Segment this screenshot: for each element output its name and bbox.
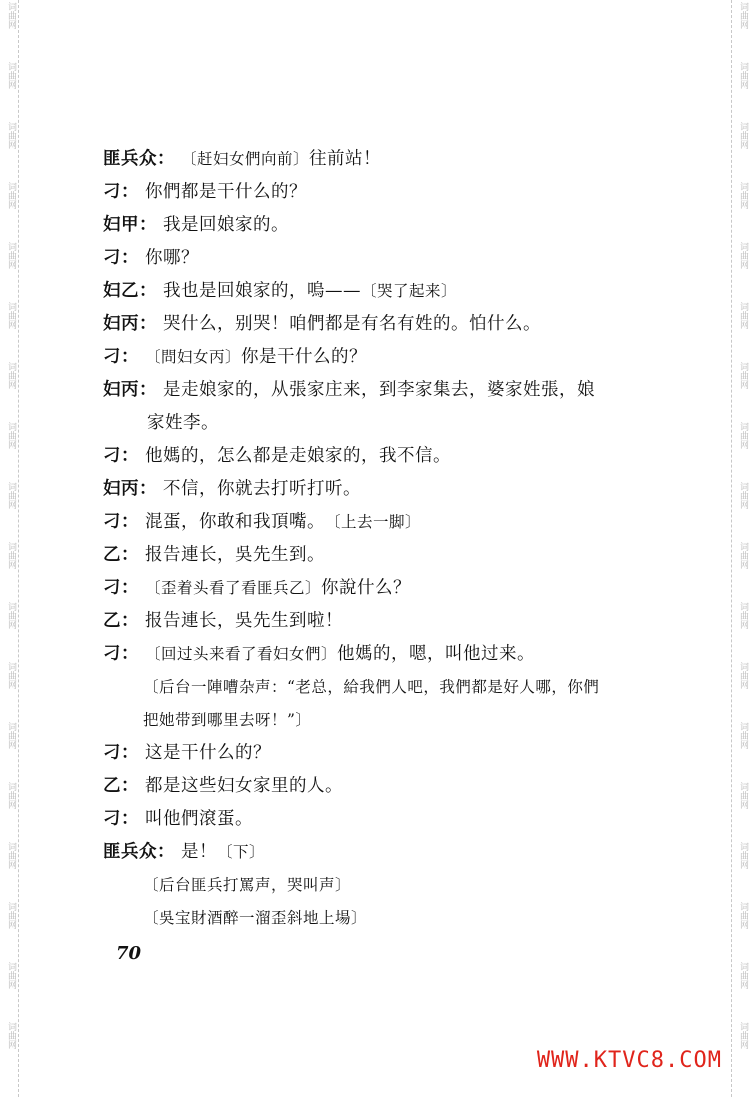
watermark-text: 词曲网	[738, 842, 748, 869]
watermark-text: 词曲网	[6, 242, 16, 269]
speaker-colon: ：	[121, 776, 139, 796]
dialogue-line	[103, 539, 643, 572]
speaker-colon: ：	[139, 479, 157, 499]
site-url-watermark: WWW.KTVC8.COM	[536, 1048, 722, 1073]
speaker-name: 刁	[103, 578, 121, 598]
speech-text: 这是干什么的？	[145, 743, 271, 763]
watermark-text: 词曲网	[738, 722, 748, 749]
speaker-colon: ：	[121, 545, 139, 565]
right-margin-watermarks	[731, 0, 750, 1097]
watermark-text: 词曲网	[6, 362, 16, 389]
stage-direction-inline: 〔下〕	[217, 843, 266, 861]
speech-text: 混蛋，你敢和我頂嘴。	[145, 512, 325, 532]
watermark-text: 词曲网	[6, 722, 16, 749]
speaker-colon: ：	[121, 578, 139, 598]
speaker-colon: ：	[121, 644, 139, 664]
speech-text: 报告連长，吳先生到啦！	[145, 611, 343, 631]
watermark-text: 词曲网	[738, 122, 748, 149]
watermark-text: 词曲网	[738, 482, 748, 509]
speaker-colon: ：	[121, 347, 139, 367]
watermark-text: 词曲网	[738, 62, 748, 89]
speaker-colon: ：	[157, 149, 175, 169]
speaker-name: 刁	[103, 248, 121, 268]
speaker-colon: ：	[121, 611, 139, 631]
watermark-text: 词曲网	[6, 302, 16, 329]
left-margin-watermarks	[0, 0, 19, 1097]
dialogue-line	[103, 473, 643, 506]
watermark-text: 词曲网	[6, 842, 16, 869]
script-body	[103, 143, 643, 935]
speech-text: 报告連长，吳先生到。	[145, 545, 325, 565]
speech-text: 家姓李。	[147, 413, 219, 433]
watermark-text: 词曲网	[6, 782, 16, 809]
dialogue-line	[103, 440, 643, 473]
speaker-name: 匪兵众	[103, 149, 157, 169]
watermark-text: 词曲网	[738, 362, 748, 389]
speaker-name: 妇丙	[103, 314, 139, 334]
speech-text: 你哪？	[145, 248, 199, 268]
dialogue-line	[103, 836, 643, 869]
watermark-text: 词曲网	[738, 902, 748, 929]
watermark-text: 词曲网	[738, 602, 748, 629]
speech-text: 叫他們滾蛋。	[145, 809, 253, 829]
watermark-text: 词曲网	[6, 182, 16, 209]
watermark-text: 词曲网	[6, 482, 16, 509]
stage-direction	[103, 671, 643, 704]
speaker-name: 妇乙	[103, 281, 139, 301]
dialogue-line	[103, 176, 643, 209]
watermark-text: 词曲网	[6, 662, 16, 689]
speech-text: 你說什么？	[321, 578, 412, 598]
speech-text: 往前站！	[309, 149, 382, 169]
watermark-text: 词曲网	[738, 422, 748, 449]
speaker-colon: ：	[139, 215, 157, 235]
watermark-text: 词曲网	[6, 902, 16, 929]
page-number: 70	[116, 943, 142, 964]
speaker-colon: ：	[139, 380, 157, 400]
dialogue-line	[103, 275, 643, 308]
watermark-text: 词曲网	[6, 422, 16, 449]
dialogue-line	[103, 638, 643, 671]
speaker-colon: ：	[139, 281, 157, 301]
speaker-colon: ：	[121, 182, 139, 202]
watermark-text: 词曲网	[738, 182, 748, 209]
speaker-name: 妇丙	[103, 479, 139, 499]
dialogue-line	[103, 737, 643, 770]
speech-text: 我也是回娘家的，嗚——	[163, 281, 361, 301]
stage-direction-inline: 〔回过头来看了看妇女們〕	[145, 645, 338, 663]
watermark-text: 词曲网	[6, 2, 16, 29]
stage-direction	[103, 902, 643, 935]
dialogue-line	[103, 572, 643, 605]
stage-direction-text: 〔后台一陣嘈杂声：“老总，給我們人吧，我們都是好人哪，你們	[143, 678, 600, 696]
speaker-name: 乙	[103, 545, 121, 565]
watermark-text: 词曲网	[738, 242, 748, 269]
stage-direction-text: 把她带到哪里去呀！”〕	[143, 711, 312, 729]
watermark-text: 词曲网	[738, 782, 748, 809]
watermark-text: 词曲网	[6, 1022, 16, 1049]
stage-direction-inline: 〔上去一脚〕	[325, 513, 422, 531]
dialogue-line	[103, 374, 643, 407]
watermark-text: 词曲网	[738, 542, 748, 569]
dialogue-line	[103, 506, 643, 539]
dialogue-line	[103, 803, 643, 836]
speaker-colon: ：	[157, 842, 175, 862]
watermark-text: 词曲网	[6, 62, 16, 89]
speech-text: 你是干什么的？	[241, 347, 368, 367]
stage-direction-inline: 〔哭了起来〕	[361, 282, 458, 300]
dialogue-line	[103, 605, 643, 638]
watermark-text: 词曲网	[738, 662, 748, 689]
speaker-name: 妇甲	[103, 215, 139, 235]
speaker-name: 刁	[103, 182, 121, 202]
speaker-colon: ：	[121, 809, 139, 829]
dialogue-continuation	[103, 407, 643, 440]
speaker-colon: ：	[121, 446, 139, 466]
speaker-name: 刁	[103, 809, 121, 829]
speech-text: 是！	[181, 842, 217, 862]
dialogue-line	[103, 143, 643, 176]
stage-direction	[103, 869, 643, 902]
speaker-colon: ：	[121, 512, 139, 532]
stage-direction	[103, 704, 643, 737]
speech-text: 哭什么，别哭！咱們都是有名有姓的。怕什么。	[163, 314, 541, 334]
speaker-name: 刁	[103, 644, 121, 664]
speaker-name: 妇丙	[103, 380, 139, 400]
stage-direction-inline: 〔赶妇女們向前〕	[181, 150, 310, 168]
watermark-text: 词曲网	[6, 962, 16, 989]
stage-direction-inline: 〔歪着头看了看匪兵乙〕	[145, 579, 322, 597]
watermark-text: 词曲网	[738, 2, 748, 29]
watermark-text: 词曲网	[738, 1022, 748, 1049]
dialogue-line	[103, 308, 643, 341]
speech-text: 不信，你就去打听打听。	[163, 479, 361, 499]
watermark-text: 词曲网	[6, 542, 16, 569]
speaker-name: 刁	[103, 347, 121, 367]
watermark-text: 词曲网	[6, 122, 16, 149]
speech-text: 是走娘家的，从張家庄来，到李家集去，婆家姓張，娘	[163, 380, 595, 400]
speaker-name: 乙	[103, 611, 121, 631]
stage-direction-inline: 〔問妇女丙〕	[145, 348, 242, 366]
stage-direction-text: 〔后台匪兵打罵声，哭叫声〕	[143, 876, 352, 894]
watermark-text: 词曲网	[738, 962, 748, 989]
speech-text: 你們都是干什么的？	[145, 182, 307, 202]
speaker-name: 乙	[103, 776, 121, 796]
stage-direction-text: 〔吳宝財酒醉一溜歪斜地上場〕	[143, 909, 368, 927]
speech-text: 都是这些妇女家里的人。	[145, 776, 343, 796]
speech-text: 我是回娘家的。	[163, 215, 289, 235]
speech-text: 他媽的，嗯，叫他过来。	[337, 644, 536, 664]
speaker-colon: ：	[121, 743, 139, 763]
dialogue-line	[103, 209, 643, 242]
watermark-text: 词曲网	[6, 602, 16, 629]
dialogue-line	[103, 242, 643, 275]
speaker-colon: ：	[139, 314, 157, 334]
speaker-name: 刁	[103, 512, 121, 532]
speaker-name: 刁	[103, 743, 121, 763]
speaker-name: 刁	[103, 446, 121, 466]
dialogue-line	[103, 770, 643, 803]
speaker-colon: ：	[121, 248, 139, 268]
speech-text: 他媽的，怎么都是走娘家的，我不信。	[145, 446, 451, 466]
watermark-text: 词曲网	[738, 302, 748, 329]
dialogue-line	[103, 341, 643, 374]
speaker-name: 匪兵众	[103, 842, 157, 862]
